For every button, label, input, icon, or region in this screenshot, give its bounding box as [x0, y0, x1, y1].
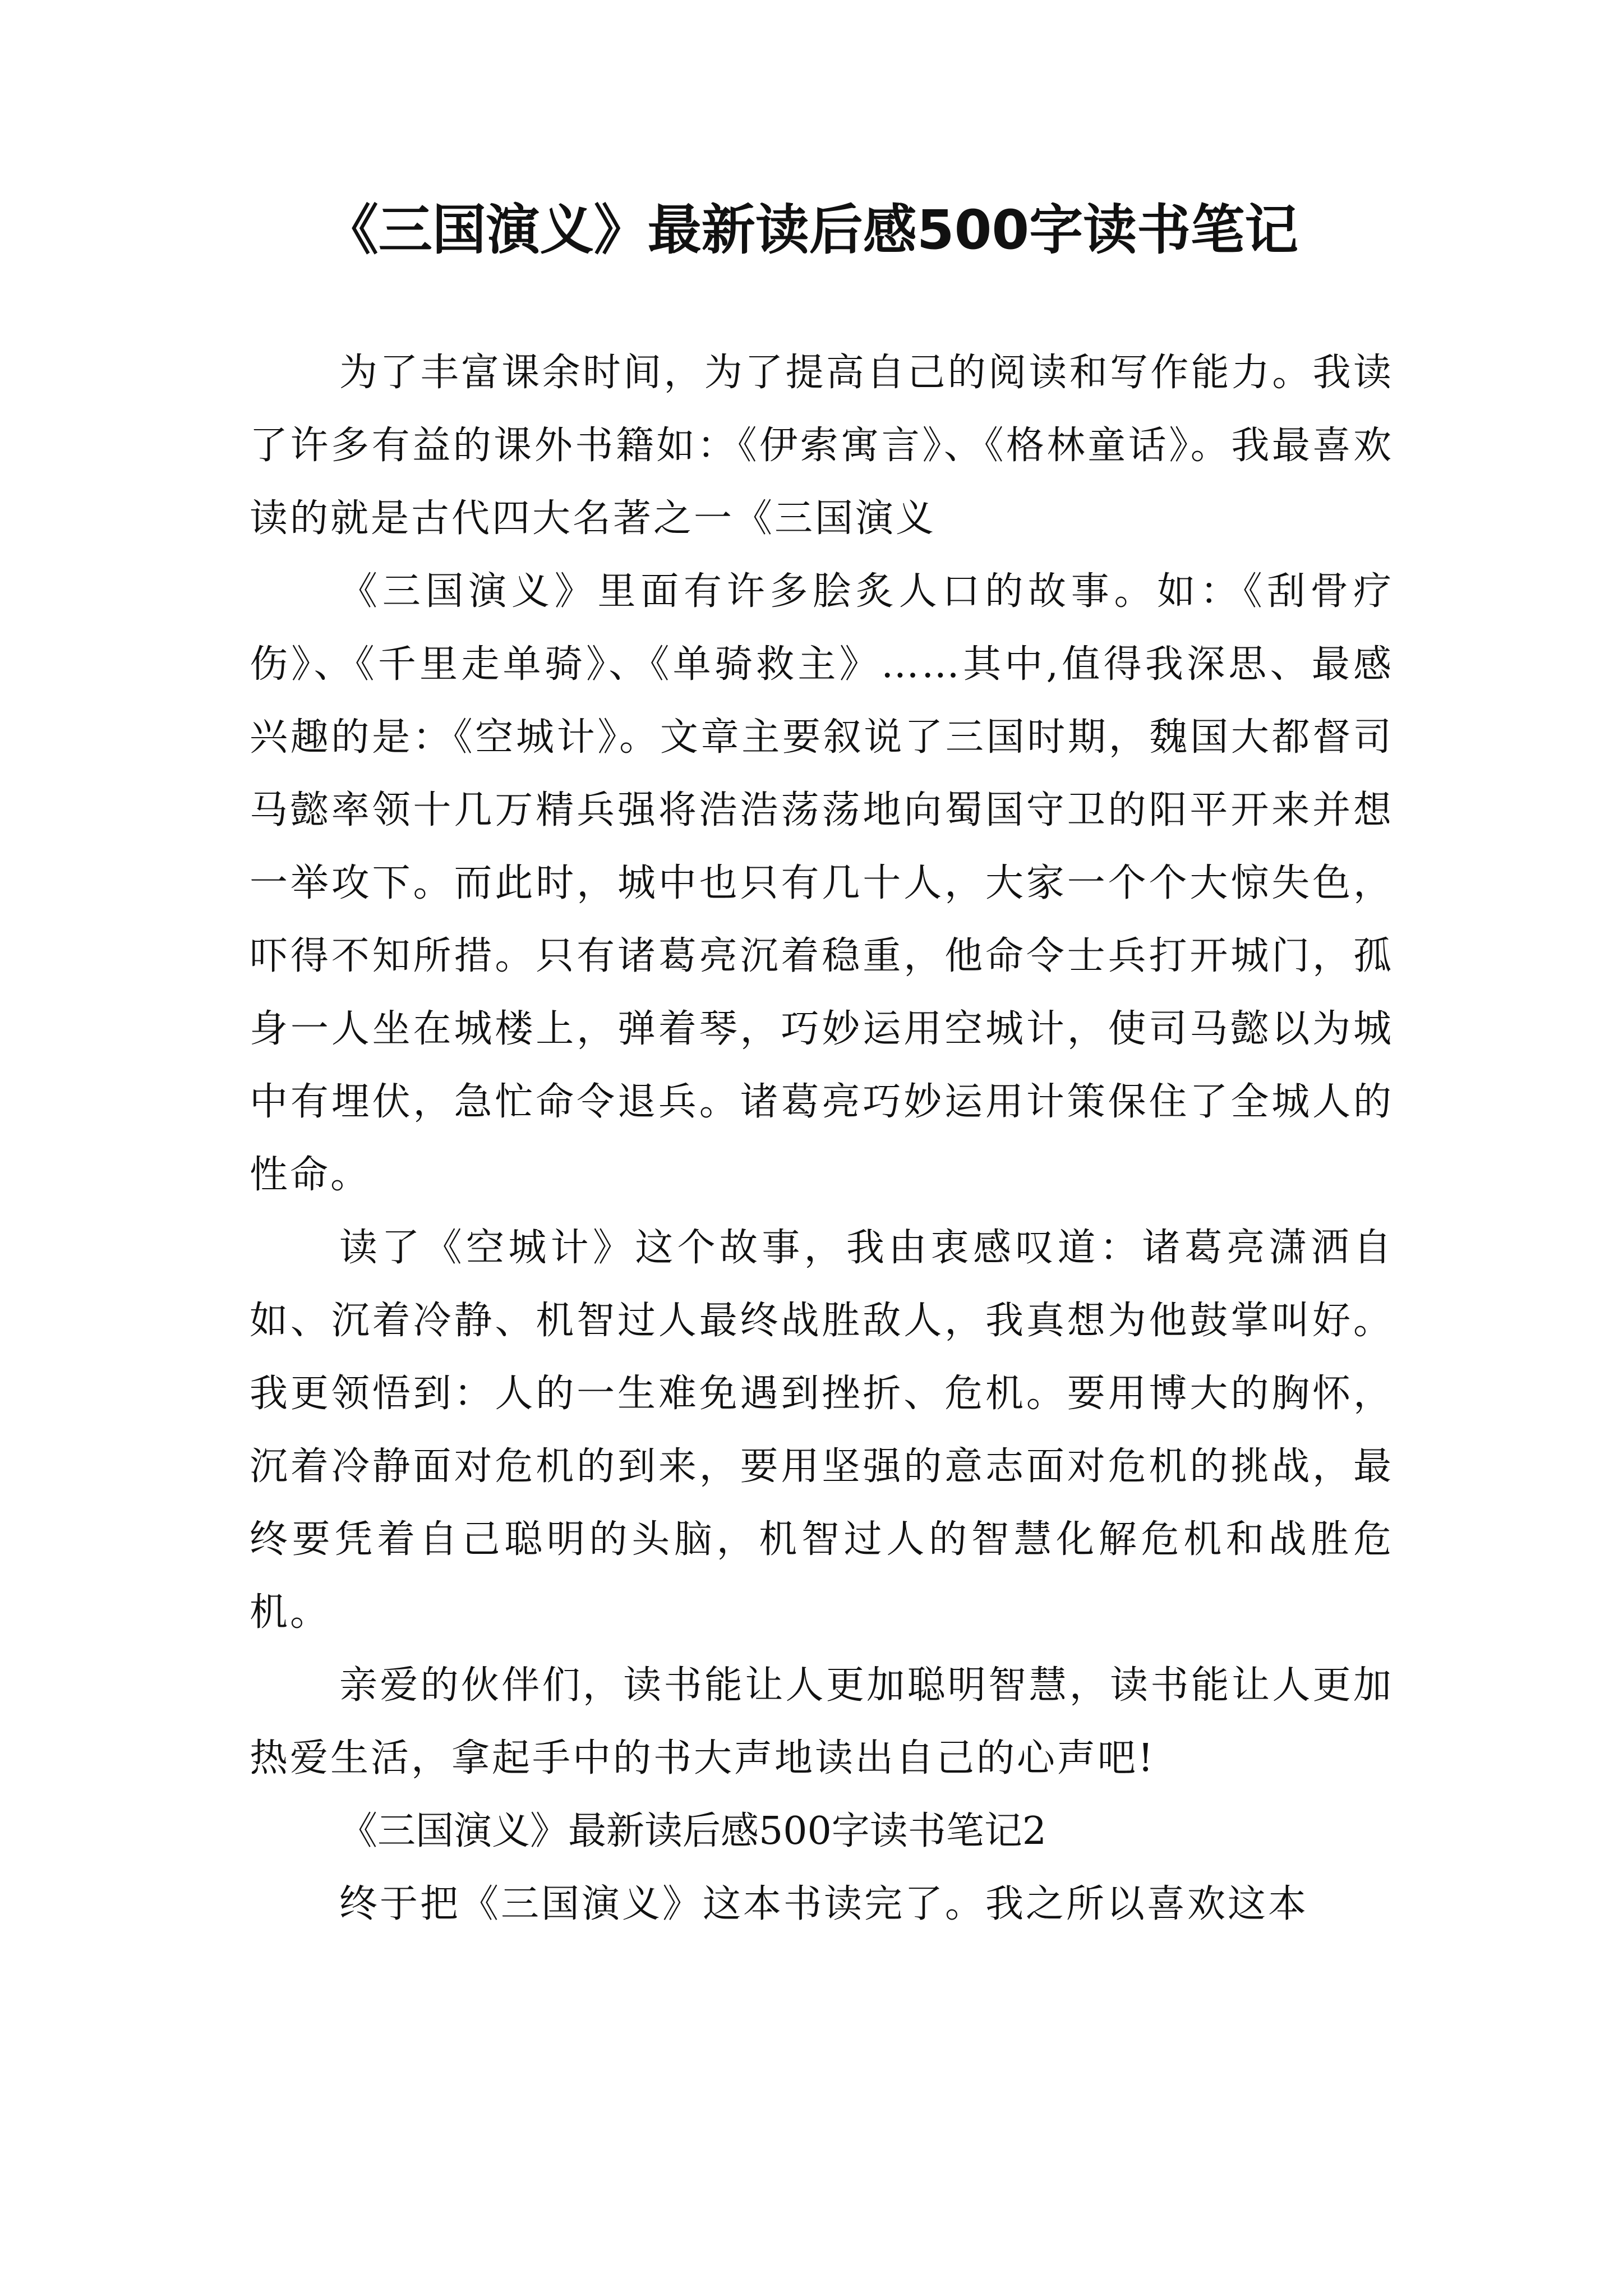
document-title: 《三国演义》最新读后感500字读书笔记: [324, 199, 1299, 261]
document-body: [250, 337, 1394, 1941]
paragraph-reflection: 读了《空城计》这个故事，我由衷感叹道：诸葛亮潇洒自如、沉着冷静、机智过人最终战胜敌人，我真想为他鼓掌叫好。 我更领悟到：人的一生难免遇到挫折、危机。要用博大的胸怀，沉着冷静面对危机的到来，要用坚强的意志面对危机的挑战，最终要凭着自己聪明的头脑，机智过人的智慧化解危机和战胜危机。: [250, 1226, 1394, 1635]
paragraph-closing: 亲爱的伙伴们，读书能让人更加聪明智慧，读书能让人更加热爱生活，拿起手中的书大声地读出自己的心声吧!: [250, 1663, 1394, 1780]
paragraph-story: 《三国演义》里面有许多脍炙人口的故事。如：《刮骨疗伤》、《千里走单骑》、《单骑救主》……其中,值得我深思、最感兴趣的是：《空城计》。文章主要叙说了三国时期，魏国大都督司马懿率领十几万精兵强将浩浩荡荡地向蜀国守卫的阳平开来并想一举攻下。而此时，城中也只有几十人，大家一个个大惊失色，吓得不知所措。只有诸葛亮沉着稳重，他命令士兵打开城门，孤身一人坐在城楼上，弹着琴，巧妙运用空城计，使司马懿以为城中有埋伏，急忙命令退兵。诸葛亮巧妙运用计策保住了全城人的性命。: [250, 569, 1394, 1197]
section-subtitle: 《三国演义》最新读后感500字读书笔记2: [339, 1809, 1047, 1853]
paragraph-intro: 为了丰富课余时间，为了提高自己的阅读和写作能力。我读了许多有益的课外书籍如：《伊索寓言》、《格林童话》。我最喜欢读的就是古代四大名著之一《三国演义: [250, 351, 1394, 541]
paragraph-second-essay: 终于把《三国演义》这本书读完了。我之所以喜欢这本: [339, 1882, 1309, 1926]
